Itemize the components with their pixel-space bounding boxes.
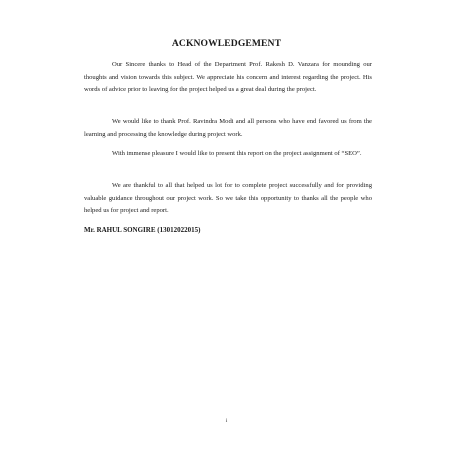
- paragraph-text: We are thankful to all that helped us lot for to complete project successfully and for providing valuable guidance throughout our project work. So we take this opportunity to thanks all the people who helped us for project and report.: [84, 182, 372, 214]
- paragraph-text: We would like to thank Prof. Ravindra Modi and all persons who have end favored us from the learning and processing the knowledge during project work.: [84, 118, 372, 138]
- page-number: i: [225, 418, 228, 424]
- paragraph-text: With immense pleasure I would like to present this report on the project assignment of “SEO”.: [112, 150, 362, 157]
- page-title: ACKNOWLEDGEMENT: [171, 38, 282, 49]
- author-signature: Mr. RAHUL SONGIRE (13012022015): [84, 226, 201, 234]
- paragraph-text: Our Sincere thanks to Head of the Department Prof. Rakesh D. Vanzara for mounding our thoughts and vision towards this subject. We appreciate his concern and interest regarding the project. His words of advice prior to leaving for the project helped us a great deal during the project.: [84, 61, 372, 93]
- paragraph-4: [84, 180, 372, 218]
- paragraph-2: [84, 116, 372, 141]
- paragraph-3: [84, 148, 372, 161]
- paragraph-1: [84, 59, 372, 97]
